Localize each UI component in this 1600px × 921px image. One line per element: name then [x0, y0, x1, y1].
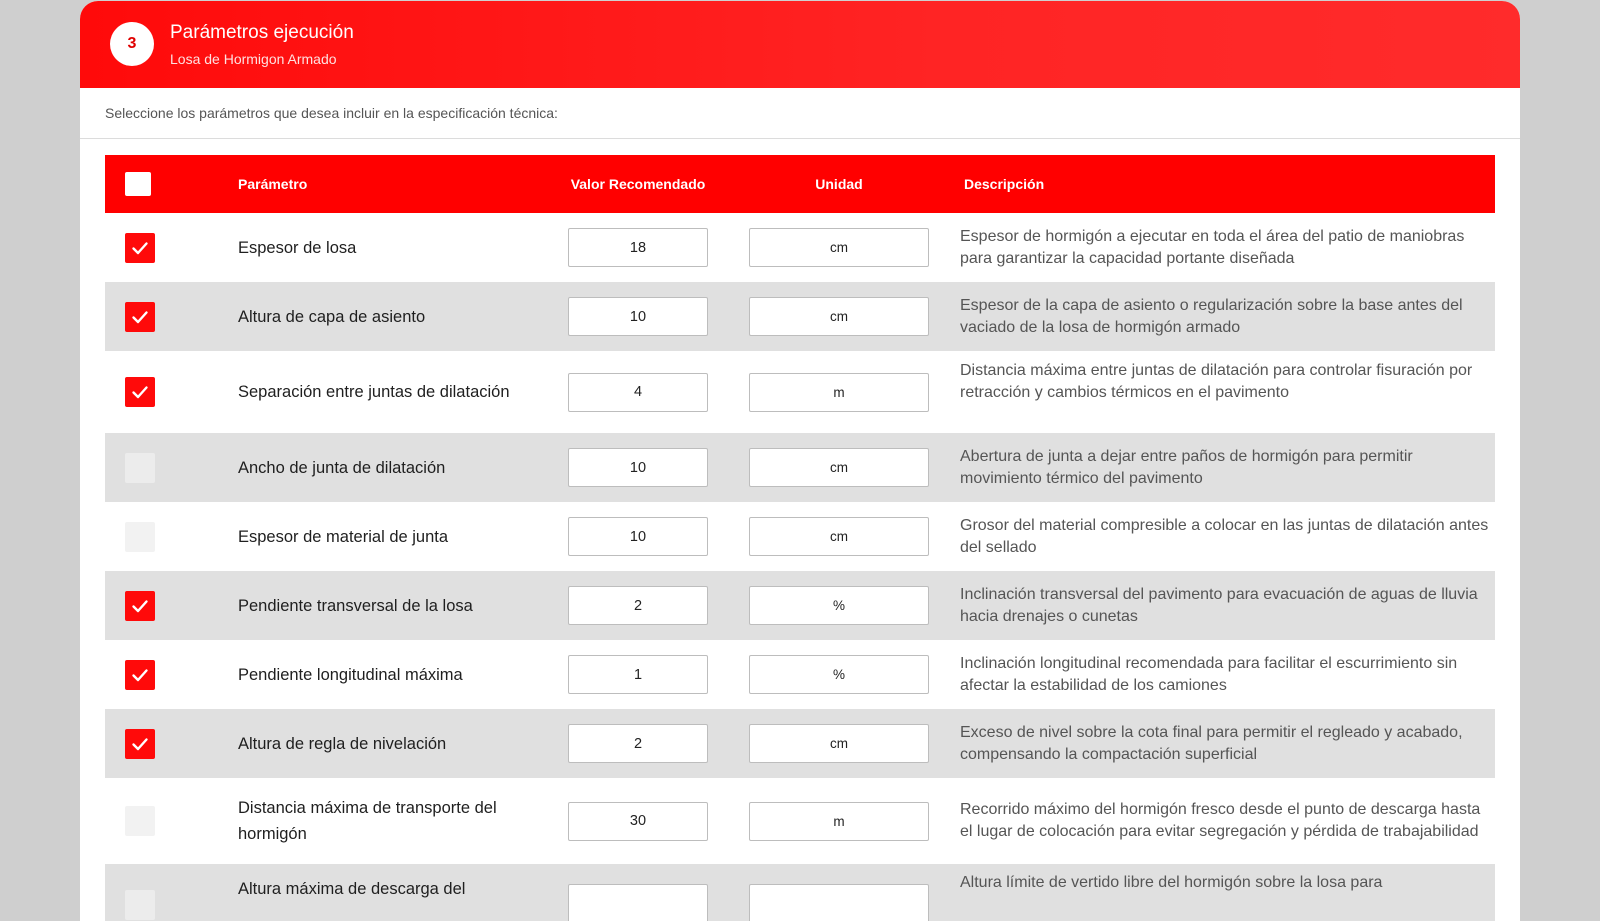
table-row [105, 571, 1495, 640]
parameter-name: Altura máxima de descarga del [238, 880, 466, 898]
unit-input[interactable] [749, 655, 929, 694]
parameter-name: Espesor de material de junta [238, 527, 449, 546]
column-header-parameter: Parámetro [238, 176, 308, 192]
row-checkbox[interactable] [125, 591, 155, 621]
table-row [105, 282, 1495, 351]
table-header [105, 155, 1495, 213]
parameter-description: Altura límite de vertido libre del hormigón sobre la losa para [960, 874, 1383, 891]
table-row [105, 640, 1495, 709]
step-title: Parámetros ejecución [170, 22, 354, 43]
parameter-name: Separación entre juntas de dilatación [238, 383, 510, 401]
parameter-name: Pendiente longitudinal máxima [238, 665, 463, 684]
row-checkbox[interactable] [125, 233, 155, 263]
row-checkbox[interactable] [125, 302, 155, 332]
parameter-description: Abertura de junta a dejar entre paños de hormigón para permitir movimiento térmico del pavimento [960, 447, 1413, 487]
unit-input[interactable] [749, 724, 929, 763]
parameter-name: Pendiente transversal de la losa [238, 596, 473, 615]
parameter-description: Inclinación longitudinal recomendada para facilitar el escurrimiento sin afectar la estabilidad de los camiones [960, 654, 1458, 694]
checkmark-icon [130, 238, 150, 258]
row-checkbox[interactable] [125, 522, 155, 552]
checkmark-icon [130, 665, 150, 685]
select-all-checkbox[interactable] [125, 172, 151, 196]
value-input[interactable] [568, 228, 708, 267]
checkmark-icon [130, 734, 150, 754]
parameters-table [105, 155, 1495, 921]
unit-input[interactable] [749, 517, 929, 556]
table-row [105, 864, 1495, 921]
unit-input[interactable] [749, 884, 929, 921]
step-header [80, 1, 1520, 88]
value-input[interactable] [568, 517, 708, 556]
instructions-text: Seleccione los parámetros que desea incluir en la especificación técnica: [80, 88, 1520, 139]
unit-input[interactable] [749, 586, 929, 625]
parameter-description: Grosor del material compresible a colocar en las juntas de dilatación antes del sellado [960, 516, 1489, 556]
column-header-value: Valor Recomendado [570, 176, 706, 192]
table-row [105, 502, 1495, 571]
row-checkbox[interactable] [125, 660, 155, 690]
step-number-badge: 3 [110, 22, 154, 66]
column-header-description: Descripción [964, 176, 1045, 192]
unit-input[interactable] [749, 297, 929, 336]
step-subtitle: Losa de Hormigon Armado [170, 51, 337, 67]
value-input[interactable] [568, 724, 708, 763]
value-input[interactable] [568, 373, 708, 412]
value-input[interactable] [568, 884, 708, 921]
table-row [105, 213, 1495, 282]
select-all-cell [125, 155, 151, 213]
checkmark-icon [130, 596, 150, 616]
parameter-name: Ancho de junta de dilatación [238, 458, 446, 477]
table-row [105, 778, 1495, 864]
unit-input[interactable] [749, 373, 929, 412]
parameter-name: Espesor de losa [238, 238, 357, 257]
checkmark-icon [130, 382, 150, 402]
parameter-description: Distancia máxima entre juntas de dilatación para controlar fisuración por retracción y cambios térmicos en el pavimento [960, 362, 1473, 401]
row-checkbox[interactable] [125, 806, 155, 836]
unit-input[interactable] [749, 802, 929, 841]
value-input[interactable] [568, 297, 708, 336]
checkmark-icon [130, 307, 150, 327]
parameter-description: Espesor de hormigón a ejecutar en toda el área del patio de maniobras para garantizar la capacidad portante diseñada [960, 227, 1465, 267]
parameter-name: Altura de regla de nivelación [238, 734, 447, 753]
row-checkbox[interactable] [125, 377, 155, 407]
value-input[interactable] [568, 802, 708, 841]
value-input[interactable] [568, 586, 708, 625]
unit-input[interactable] [749, 448, 929, 487]
row-checkbox[interactable] [125, 453, 155, 483]
parameters-card [80, 1, 1520, 921]
column-header-unit: Unidad [815, 176, 863, 192]
parameter-description: Exceso de nivel sobre la cota final para permitir el regleado y acabado, compensando la compactación superficial [960, 723, 1463, 763]
unit-input[interactable] [749, 228, 929, 267]
value-input[interactable] [568, 448, 708, 487]
table-row [105, 433, 1495, 502]
table-row [105, 351, 1495, 433]
parameter-name: Altura de capa de asiento [238, 307, 426, 326]
row-checkbox[interactable] [125, 890, 155, 920]
parameter-name: Distancia máxima de transporte del hormigón [238, 799, 497, 843]
value-input[interactable] [568, 655, 708, 694]
table-row [105, 709, 1495, 778]
table-body [105, 213, 1495, 921]
parameter-description: Recorrido máximo del hormigón fresco desde el punto de descarga hasta el lugar de colocación para evitar segregación y pérdida de trabajabilidad [960, 801, 1481, 840]
row-checkbox[interactable] [125, 729, 155, 759]
parameter-description: Inclinación transversal del pavimento para evacuación de aguas de lluvia hacia drenajes o cunetas [960, 585, 1478, 625]
parameter-description: Espesor de la capa de asiento o regularización sobre la base antes del vaciado de la losa de hormigón armado [960, 296, 1463, 336]
